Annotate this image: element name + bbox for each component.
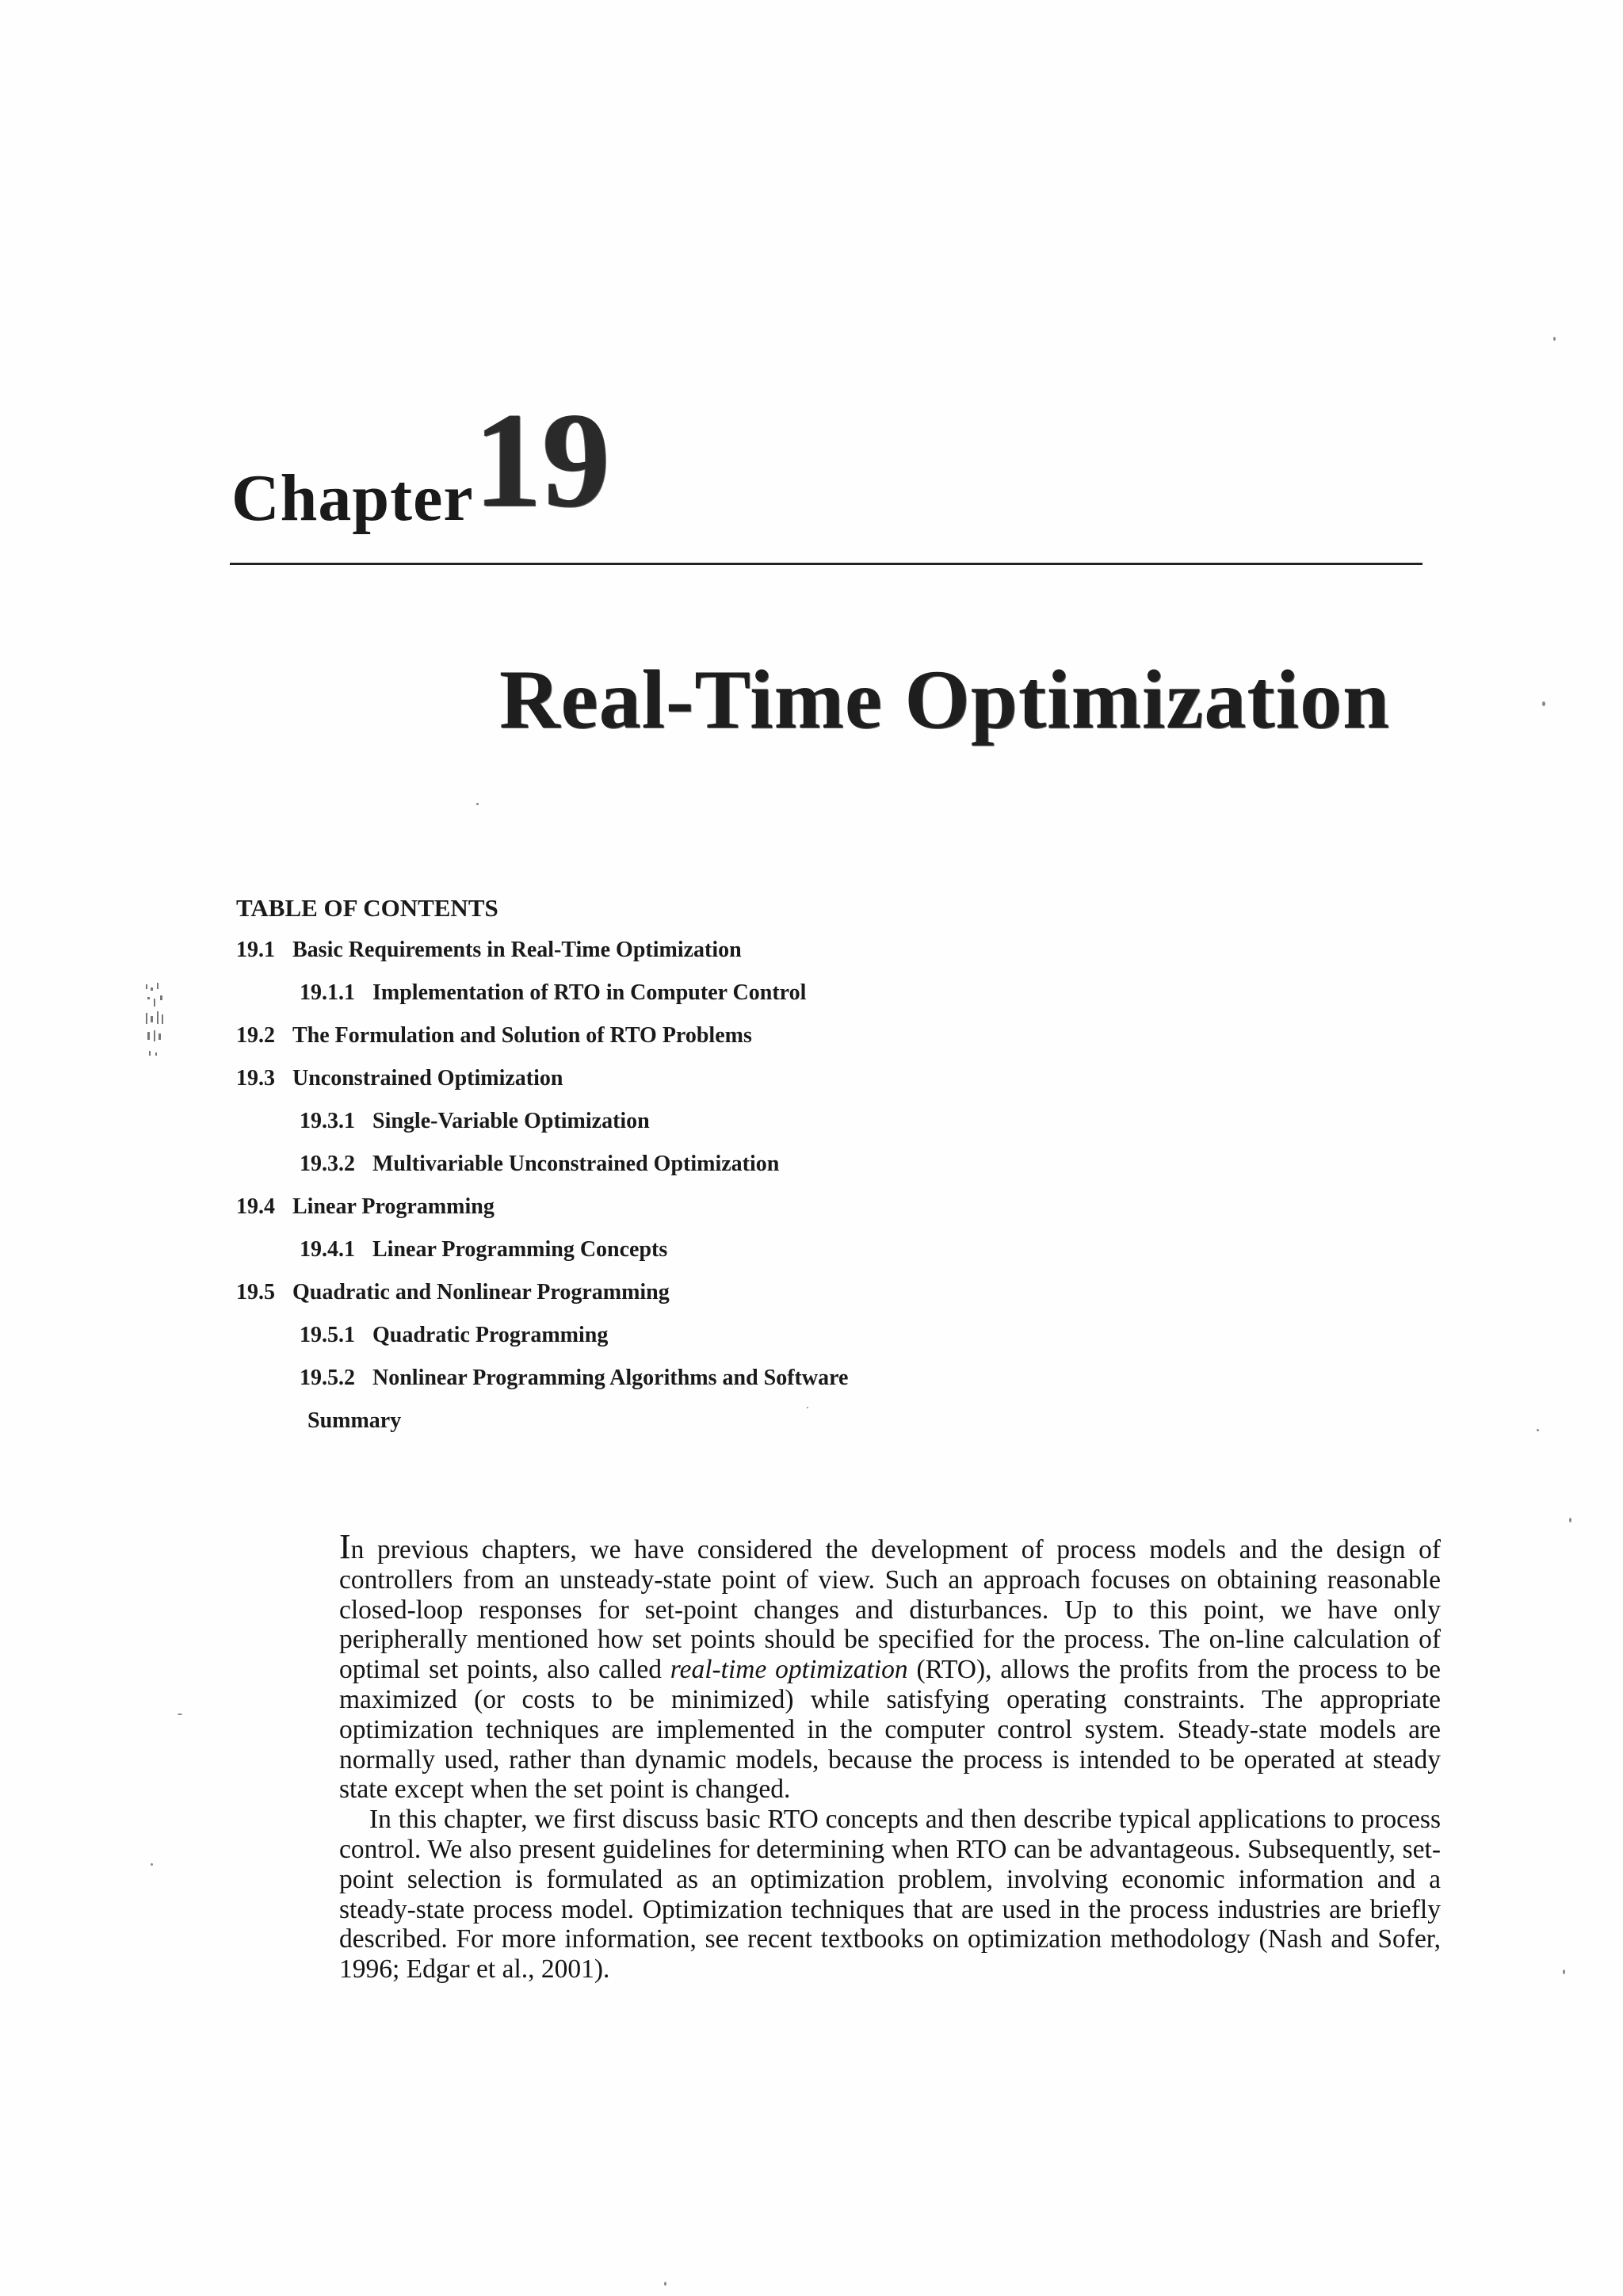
toc-entry-summary	[307, 1408, 401, 1434]
toc-entry-19-3-2	[300, 1152, 779, 1177]
toc-entry-number: 19.3.1	[300, 1109, 355, 1133]
toc-entry-label: Linear Programming	[292, 1194, 495, 1219]
toc-entry-number: 19.5.1	[300, 1323, 355, 1347]
chapter-number: 19	[474, 385, 610, 536]
toc-entry-number: 19.4	[236, 1194, 275, 1219]
toc-entry-label: Summary	[307, 1408, 402, 1433]
scan-speck	[476, 803, 479, 805]
key-term: real-time optimization	[670, 1655, 908, 1685]
toc-entry-label: Quadratic and Nonlinear Programming	[292, 1280, 670, 1305]
scan-binding-marks	[143, 981, 174, 1076]
toc-entry-19-4	[236, 1194, 495, 1220]
toc-entry-19-2	[236, 1023, 752, 1049]
chapter-title: Real-Time Optimization	[499, 653, 1391, 746]
toc-entry-label: Linear Programming Concepts	[372, 1237, 668, 1262]
toc-entry-label: Basic Requirements in Real-Time Optimization	[292, 938, 742, 962]
toc-entry-label: Nonlinear Programming Algorithms and Software	[372, 1366, 849, 1390]
toc-entry-19-3-1	[300, 1109, 650, 1134]
scan-speck	[1563, 1969, 1565, 1974]
scan-speck	[1537, 1429, 1539, 1431]
toc-entry-number: 19.3	[236, 1066, 275, 1091]
toc-entry-number: 19.5.2	[300, 1366, 355, 1390]
toc-entry-label: Unconstrained Optimization	[292, 1066, 563, 1091]
scan-speck	[1542, 701, 1545, 706]
toc-entry-number: 19.3.2	[300, 1152, 355, 1176]
scan-speck	[1553, 337, 1556, 341]
paragraph-text: n previous chapters, we have considered the development of process models and the design of controllers from an unsteady-state point of view. Such an approach focuses on obtaining reasonable closed-loop responses for set-point changes and disturbances. Up to this point, we have only peripherally mentioned how set points should be specified for the process. The on-line calculation of optimal set points, also called	[339, 1535, 1441, 1685]
toc-entry-19-4-1	[300, 1237, 667, 1263]
paragraph-initial: I	[339, 1527, 351, 1566]
scan-speck	[178, 1713, 182, 1715]
scan-speck	[1569, 1518, 1571, 1522]
paragraph-text: (RTO), allows the profits from the process to be maximized (or costs to be minimized) while satisfying operating constraints. The appropriate optimization techniques are implemented in the computer control system. Steady-state models are normally used, rather than dynamic models, because the process is intended to be operated at steady state except when the set point is changed.	[339, 1655, 1441, 1805]
toc-entry-19-5	[236, 1280, 670, 1305]
toc-entry-label: Multivariable Unconstrained Optimization	[372, 1152, 780, 1176]
scan-speck	[664, 2282, 666, 2286]
toc-entry-19-1	[236, 938, 742, 963]
chapter-introduction	[339, 1527, 1441, 1985]
toc-entry-number: 19.5	[236, 1280, 275, 1305]
toc-heading: TABLE OF CONTENTS	[236, 894, 498, 922]
toc-entry-number: 19.1	[236, 938, 275, 962]
toc-entry-19-1-1	[300, 980, 806, 1006]
chapter-divider	[230, 563, 1423, 565]
scan-speck	[151, 1863, 153, 1866]
scan-speck	[807, 1407, 808, 1408]
intro-paragraph-2: In this chapter, we first discuss basic RTO concepts and then describe typical applications to process control. We also present guidelines for determining when RTO can be advantageous. Subsequently, set-point selection is formulated as an optimization problem, involving economic information and a steady-state process model. Optimization techniques that are used in the process industries are briefly described. For more information, see recent textbooks on optimization methodology (Nash and Sofer, 1996; Edgar et al., 2001).	[339, 1805, 1441, 1985]
intro-paragraph-1	[339, 1527, 1441, 1805]
toc-entry-label: The Formulation and Solution of RTO Problems	[292, 1023, 752, 1048]
toc-entry-label: Implementation of RTO in Computer Control	[372, 980, 807, 1005]
toc-entry-number: 19.2	[236, 1023, 275, 1048]
toc-entry-19-5-1	[300, 1323, 608, 1348]
toc-entry-label: Quadratic Programming	[372, 1323, 609, 1347]
toc-entry-19-3	[236, 1066, 563, 1091]
chapter-label: Chapter	[231, 461, 474, 535]
toc-entry-19-5-2	[300, 1366, 848, 1391]
toc-entry-label: Single-Variable Optimization	[372, 1109, 650, 1133]
toc-entry-number: 19.1.1	[300, 980, 355, 1005]
toc-entry-number: 19.4.1	[300, 1237, 355, 1262]
